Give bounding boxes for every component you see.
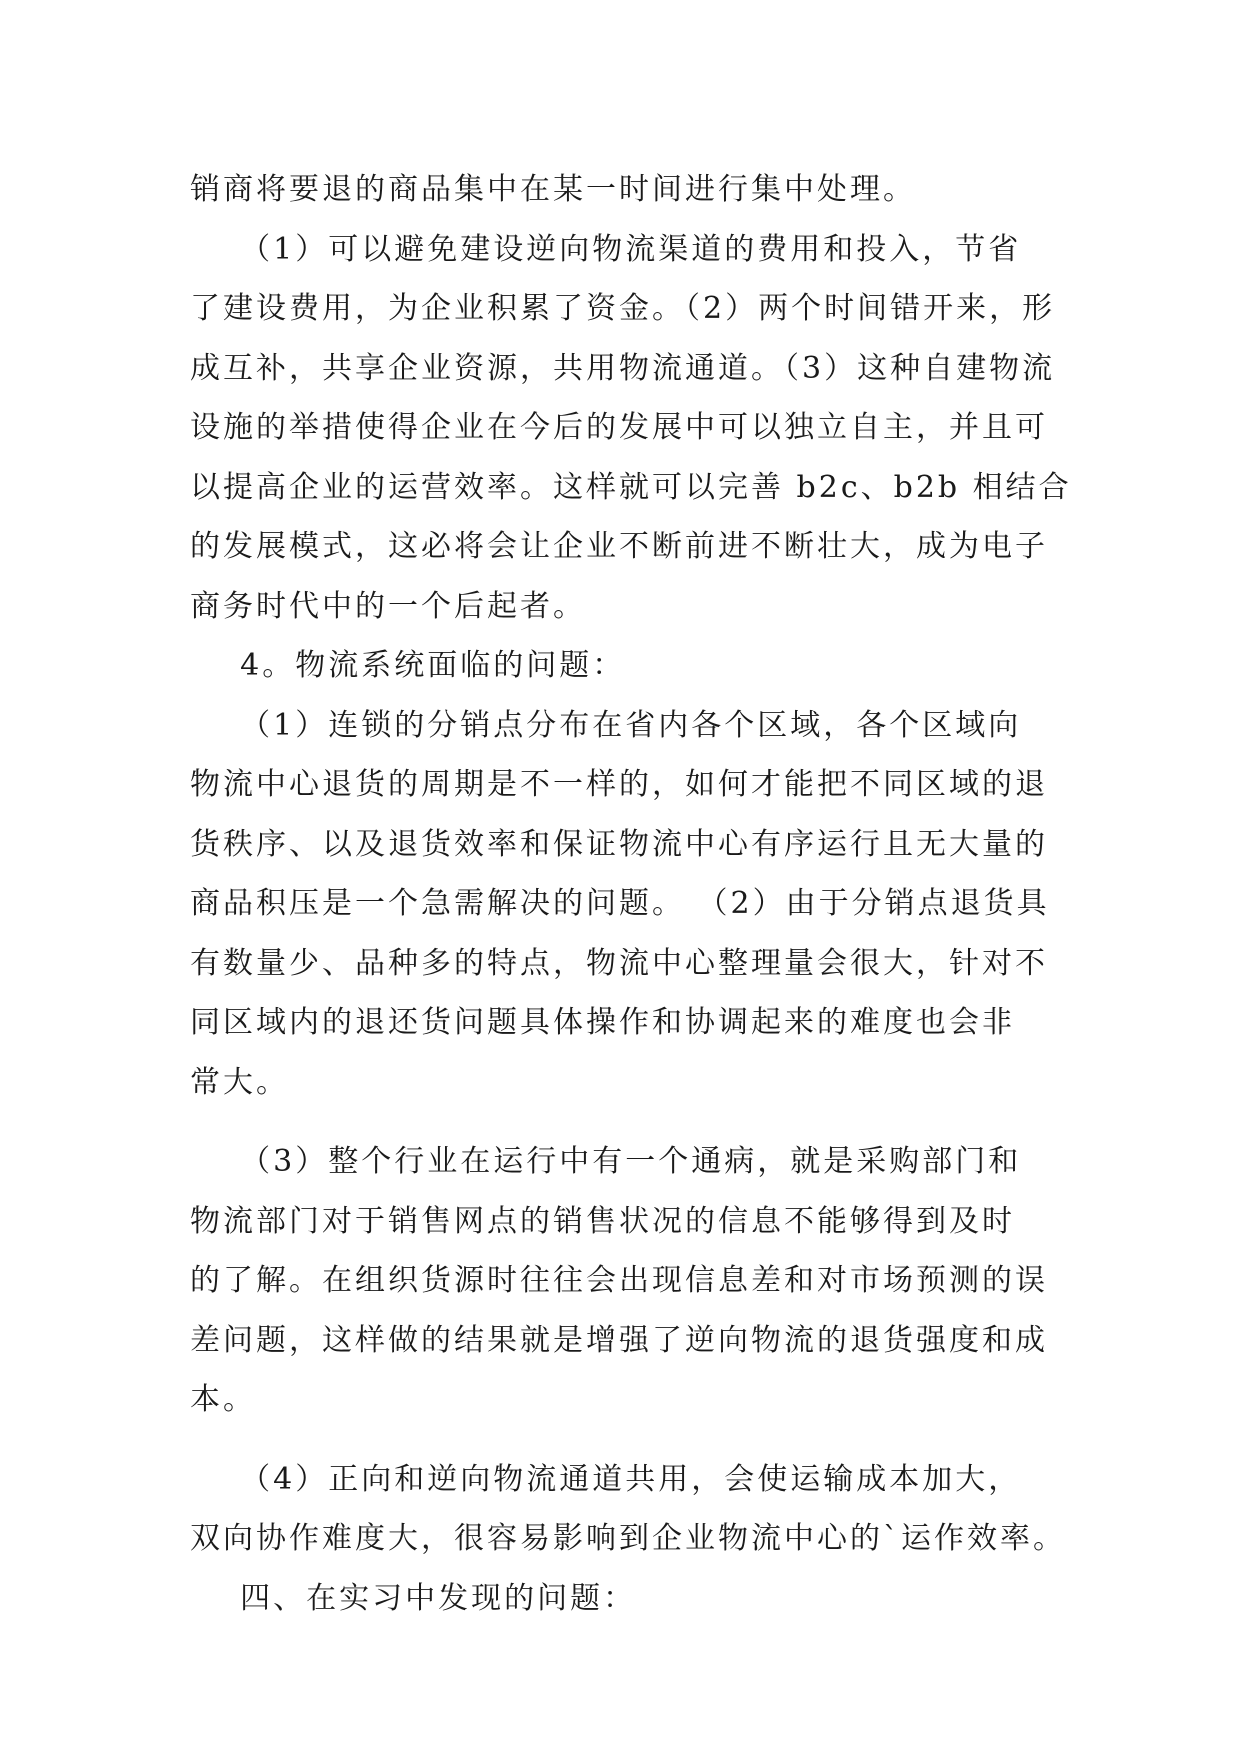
text-line: （3）整个行业在运行中有一个通病，就是采购部门和: [190, 1144, 1022, 1179]
text-line: 的了解。在组织货源时往往会出现信息差和对市场预测的误: [190, 1263, 1048, 1298]
text-line: 了建设费用，为企业积累了资金。（2）两个时间错开来，形: [190, 291, 1056, 326]
text-line: 同区域内的退还货问题具体操作和协调起来的难度也会非: [190, 1005, 1015, 1040]
text-line: 商务时代中的一个后起者。: [190, 588, 586, 624]
text-line: 物流部门对于销售网点的销售状况的信息不能够得到及时: [190, 1203, 1015, 1239]
text-line: （1）可以避免建设逆向物流渠道的费用和投入，节省: [190, 231, 1022, 267]
text-line: 货秩序、以及退货效率和保证物流中心有序运行且无大量的: [190, 826, 1048, 862]
text-line: 商品积压是一个急需解决的问题。 （2）由于分销点退货具: [190, 886, 1050, 921]
body-text: [190, 160, 1070, 1628]
text-line: 成互补，共享企业资源，共用物流通道。（3）这种自建物流: [190, 350, 1056, 386]
text-line: 以提高企业的运营效率。这样就可以完善 b2c、b2b 相结合: [190, 469, 1072, 505]
text-line: 本。: [190, 1382, 256, 1417]
paragraph-gap: [190, 1430, 1070, 1450]
text-line: （1）连锁的分销点分布在省内各个区域，各个区域向: [190, 707, 1022, 743]
text-line: 物流中心退货的周期是不一样的，如何才能把不同区域的退: [190, 767, 1048, 802]
text-line: 常大。: [190, 1064, 289, 1100]
text-line: 双向协作难度大，很容易影响到企业物流中心的`运作效率。: [190, 1521, 1066, 1556]
text-line: 设施的举措使得企业在今后的发展中可以独立自主，并且可: [190, 410, 1048, 445]
text-line: 的发展模式，这必将会让企业不断前进不断壮大，成为电子: [190, 529, 1048, 564]
text-line: 四、在实习中发现的问题：: [190, 1580, 637, 1616]
text-line: 销商将要退的商品集中在某一时间进行集中处理。: [190, 172, 916, 207]
text-line: 差问题，这样做的结果就是增强了逆向物流的退货强度和成: [190, 1322, 1048, 1358]
paragraph-gap: [190, 1112, 1070, 1132]
text-line: 4。物流系统面临的问题：: [190, 648, 626, 683]
text-line: 有数量少、品种多的特点，物流中心整理量会很大，针对不: [190, 945, 1048, 981]
text-line: （4）正向和逆向物流通道共用，会使运输成本加大，: [190, 1461, 1022, 1497]
